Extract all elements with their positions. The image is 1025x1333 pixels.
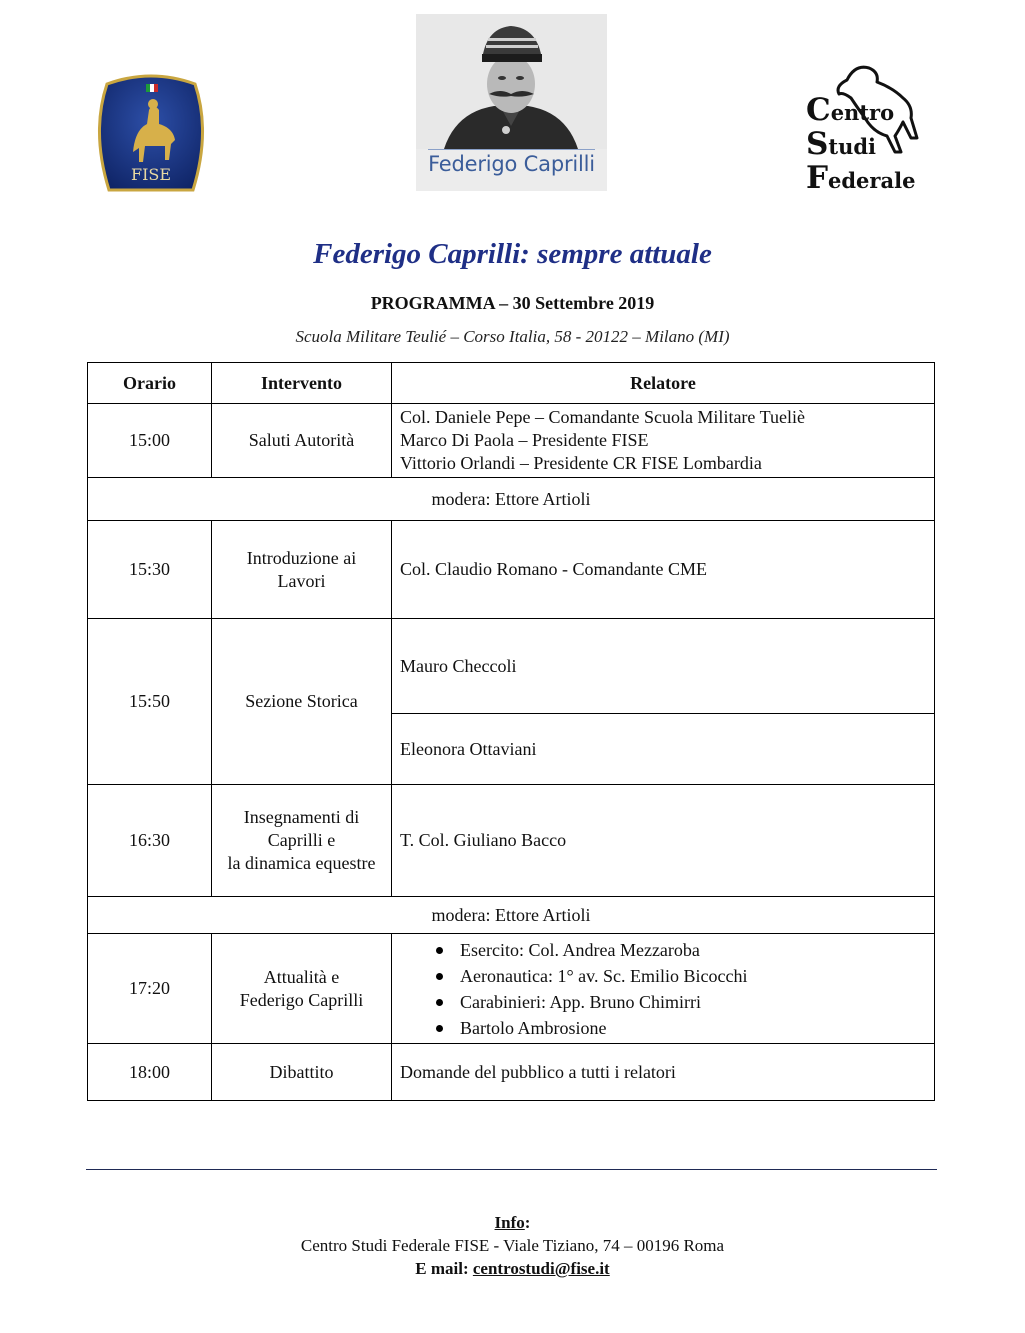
list-item: Carabinieri: App. Bruno Chimirri (436, 989, 926, 1015)
row-speaker: Mauro Checcoli (392, 619, 935, 714)
row-speaker: T. Col. Giuliano Bacco (392, 785, 935, 897)
row-topic (212, 521, 392, 619)
row-topic (212, 934, 392, 1044)
caprilli-portrait-logo (416, 14, 607, 191)
row-topic: Saluti Autorità (212, 404, 392, 478)
csf-word-ederale: ederale (828, 168, 916, 193)
row-time: 15:00 (88, 404, 212, 478)
list-item: Esercito: Col. Andrea Mezzaroba (436, 937, 926, 963)
info-colon: : (524, 1213, 531, 1232)
portrait-image (416, 14, 607, 149)
csf-word-entro: entro (830, 100, 895, 125)
email-label: E mail: (415, 1259, 469, 1278)
table-row (88, 619, 935, 714)
info-email-line (0, 1259, 1025, 1279)
csf-initial-s: S (806, 126, 829, 162)
topic-line: Lavori (277, 570, 326, 591)
header-orario: Orario (88, 363, 212, 404)
caprilli-logo-caption: Federigo Caprilli (428, 152, 595, 176)
row-topic: Dibattito (212, 1044, 392, 1101)
program-date: PROGRAMMA – 30 Settembre 2019 (370, 293, 655, 313)
moderator-text: modera: Ettore Artioli (88, 897, 935, 934)
header-intervento: Intervento (212, 363, 392, 404)
row-time: 16:30 (88, 785, 212, 897)
email-link[interactable]: centrostudi@fise.it (472, 1259, 610, 1278)
row-speakers (392, 404, 935, 478)
venue-address: Scuola Militare Teulié – Corso Italia, 58 - 20122 – Milano (MI) (295, 327, 730, 346)
program-table (87, 362, 935, 1101)
fise-logo-text: FISE (130, 165, 172, 184)
topic-line: Introduzione ai (246, 547, 357, 568)
fise-logo (89, 72, 213, 192)
speaker-line: Marco Di Paola – Presidente FISE (400, 430, 649, 450)
row-speaker: Eleonora Ottaviani (392, 714, 935, 785)
info-label: Info (494, 1213, 525, 1232)
table-row (88, 1044, 935, 1101)
centro-studi-federale-logo (803, 58, 928, 194)
row-topic (212, 785, 392, 897)
topic-line: Caprilli e (267, 830, 336, 850)
topic-line: la dinamica equestre (227, 853, 376, 873)
row-time: 17:20 (88, 934, 212, 1044)
row-time: 15:30 (88, 521, 212, 619)
footer-divider (86, 1169, 937, 1170)
topic-line: Attualità e (263, 966, 340, 987)
speaker-line: Col. Daniele Pepe – Comandante Scuola Militare Tueliè (400, 407, 805, 427)
row-speakers (392, 934, 935, 1044)
csf-word-tudi: tudi (828, 134, 877, 159)
table-row (88, 785, 935, 897)
csf-initial-c: C (806, 92, 831, 128)
page-title: Federigo Caprilli: sempre attuale (313, 238, 712, 270)
topic-line: Insegnamenti di (243, 807, 360, 827)
list-item: Bartolo Ambrosione (436, 1015, 926, 1041)
info-address: Centro Studi Federale FISE - Viale Tiziano, 74 – 00196 Roma (300, 1236, 725, 1255)
row-time: 18:00 (88, 1044, 212, 1101)
speaker-line: Vittorio Orlandi – Presidente CR FISE Lombardia (400, 453, 762, 473)
list-item: Aeronautica: 1° av. Sc. Emilio Bicocchi (436, 963, 926, 989)
table-header-row (88, 363, 935, 404)
csf-initial-f: F (806, 160, 829, 196)
header-relatore: Relatore (392, 363, 935, 404)
topic-line: Federigo Caprilli (239, 989, 364, 1010)
row-speaker: Domande del pubblico a tutti i relatori (392, 1044, 935, 1101)
info-heading (0, 1213, 1025, 1233)
table-row (88, 404, 935, 478)
row-topic: Sezione Storica (212, 619, 392, 785)
row-speaker: Col. Claudio Romano - Comandante CME (392, 521, 935, 619)
table-row (88, 521, 935, 619)
moderator-row (88, 478, 935, 521)
moderator-text: modera: Ettore Artioli (88, 478, 935, 521)
speaker-bullet-list (400, 937, 926, 1041)
table-row (88, 934, 935, 1044)
row-time: 15:50 (88, 619, 212, 785)
moderator-row (88, 897, 935, 934)
